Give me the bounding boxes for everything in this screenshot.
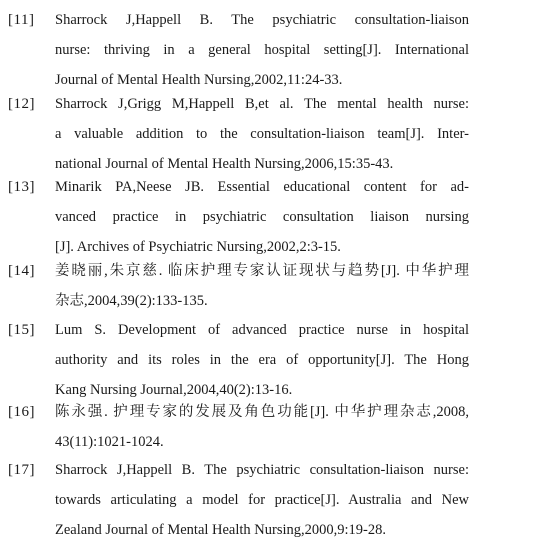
reference-text-line: Sharrock J,Happell B. The psychiatric consultation-liaison — [55, 12, 469, 28]
reference-text-line: authority and its roles in the era of opportunity[J]. The Hong — [55, 352, 469, 368]
reference-text-line: Journal of Mental Health Nursing,2002,11:24-33. — [55, 72, 343, 88]
reference-text-line: Sharrock J,Happell B. The psychiatric consultation-liaison nurse: — [55, 462, 469, 478]
reference-text-line: 陈永强. 护理专家的发展及角色功能[J]. 中华护理杂志,2008, — [55, 404, 469, 420]
reference-text-line: Kang Nursing Journal,2004,40(2):13-16. — [55, 382, 293, 398]
reference-text-line: Sharrock J,Grigg M,Happell B,et al. The mental health nurse: — [55, 96, 469, 112]
reference-text-line: nurse: thriving in a general hospital setting[J]. International — [55, 42, 469, 58]
reference-text-line: [J]. Archives of Psychiatric Nursing,2002,2:3-15. — [55, 239, 341, 255]
reference-text-line: a valuable addition to the consultation-liaison team[J]. Inter- — [55, 126, 469, 142]
reference-number: [14] — [8, 263, 35, 279]
reference-text-line: national Journal of Mental Health Nursing,2006,15:35-43. — [55, 156, 394, 172]
reference-text-line: Minarik PA,Neese JB. Essential educational content for ad- — [55, 179, 469, 195]
reference-text-line: Zealand Journal of Mental Health Nursing,2000,9:19-28. — [55, 522, 387, 538]
reference-number: [11] — [8, 12, 35, 28]
reference-number: [15] — [8, 322, 35, 338]
reference-text-line: vanced practice in psychiatric consultation liaison nursing — [55, 209, 469, 225]
reference-text-line: 姜晓丽,朱京慈. 临床护理专家认证现状与趋势[J]. 中华护理 — [55, 263, 469, 279]
reference-number: [13] — [8, 179, 35, 195]
reference-text-line: towards articulating a model for practice[J]. Australia and New — [55, 492, 469, 508]
reference-text-line: Lum S. Development of advanced practice nurse in hospital — [55, 322, 469, 338]
reference-number: [16] — [8, 404, 35, 420]
reference-text-line: 43(11):1021-1024. — [55, 434, 164, 450]
reference-number: [17] — [8, 462, 35, 478]
reference-number: [12] — [8, 96, 35, 112]
reference-text-line: 杂志,2004,39(2):133-135. — [55, 293, 208, 309]
